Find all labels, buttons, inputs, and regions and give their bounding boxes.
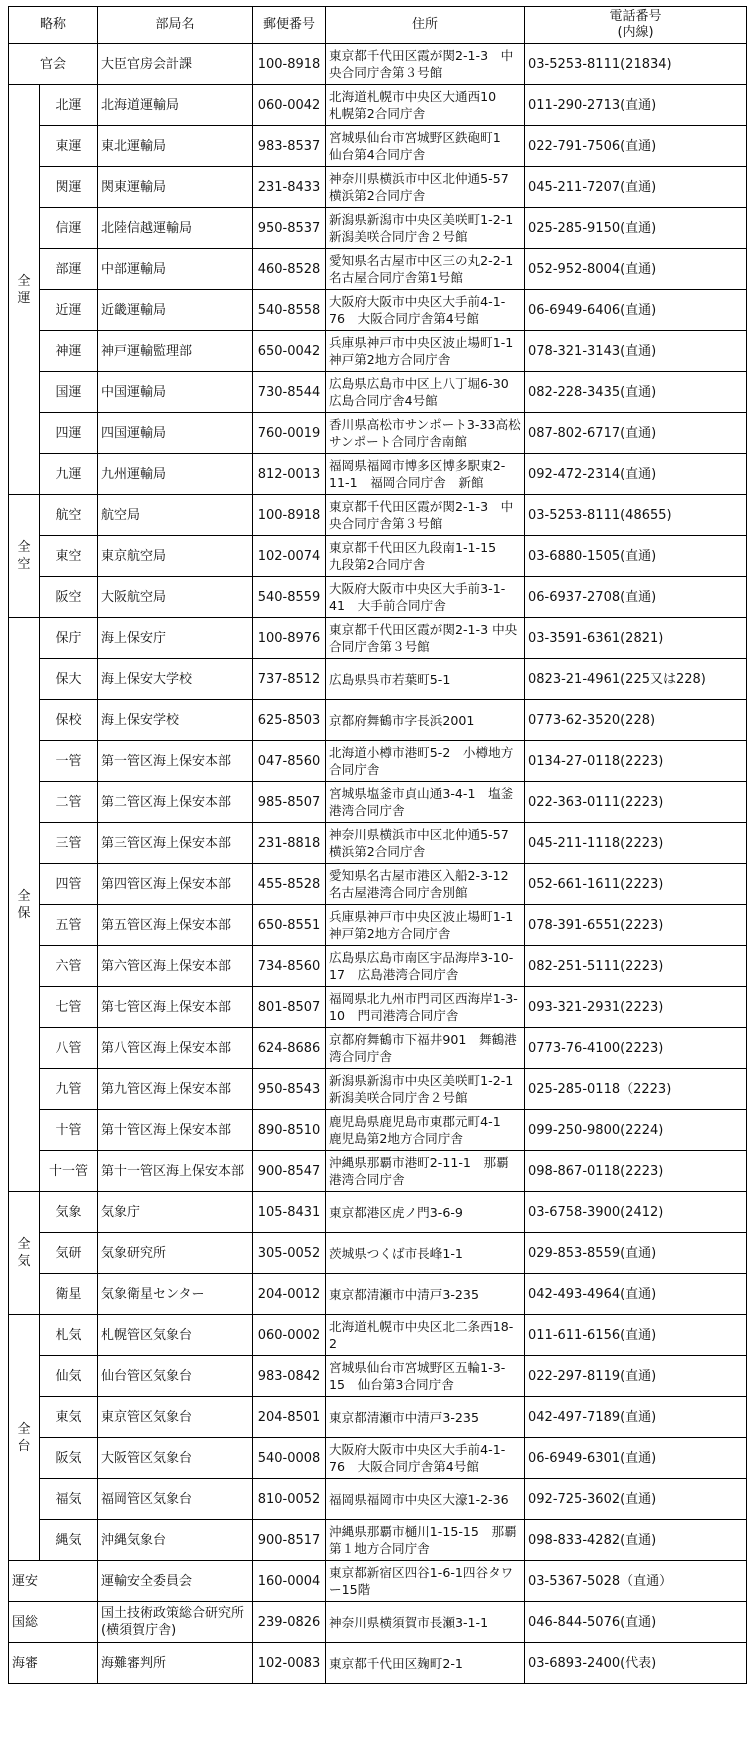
row-phone: 03-6893-2400(代表) [525, 1643, 747, 1684]
row-abbr: 十管 [40, 1110, 98, 1151]
row-postal: 540-0008 [253, 1438, 326, 1479]
table-row [9, 1233, 747, 1274]
row-dept: 東京航空局 [98, 536, 253, 577]
row-dept: 国土技術政策総合研究所(横須賀庁舎) [98, 1602, 253, 1643]
row-postal: 812-0013 [253, 454, 326, 495]
group-label-char: 空 [17, 557, 31, 572]
row-abbr: 八管 [40, 1028, 98, 1069]
row-postal: 540-8558 [253, 290, 326, 331]
row-postal: 650-0042 [253, 331, 326, 372]
row-postal: 760-0019 [253, 413, 326, 454]
row-postal: 730-8544 [253, 372, 326, 413]
group-label-char: 台 [17, 1438, 31, 1454]
row-dept: 福岡管区気象台 [98, 1479, 253, 1520]
row-postal: 102-0074 [253, 536, 326, 577]
row-abbr: 国総 [9, 1602, 98, 1643]
row-dept: 近畿運輸局 [98, 290, 253, 331]
row-phone: 025-285-0118（2223) [525, 1069, 747, 1110]
row-address: 兵庫県神戸市中央区波止場町1-1 神戸第2地方合同庁舎 [326, 331, 525, 372]
row-phone: 078-391-6551(2223) [525, 905, 747, 946]
row-abbr: 信運 [40, 208, 98, 249]
row-address: 東京都千代田区霞が関2-1-3 中央合同庁舎第３号館 [326, 495, 525, 536]
row-address: 鹿児島県鹿児島市東郡元町4-1 鹿児島第2地方合同庁舎 [326, 1110, 525, 1151]
table-row [9, 85, 747, 126]
table-row [9, 782, 747, 823]
row-phone: 03-5253-8111(21834) [525, 44, 747, 85]
row-phone: 0773-76-4100(2223) [525, 1028, 747, 1069]
table-row [9, 331, 747, 372]
row-postal: 100-8976 [253, 618, 326, 659]
table-row [9, 741, 747, 782]
table-row [9, 618, 747, 659]
row-phone: 06-6949-6406(直通) [525, 290, 747, 331]
row-phone: 099-250-9800(2224) [525, 1110, 747, 1151]
row-dept: 第二管区海上保安本部 [98, 782, 253, 823]
row-postal: 950-8537 [253, 208, 326, 249]
row-phone: 0823-21-4961(225又は228) [525, 659, 747, 700]
row-postal: 540-8559 [253, 577, 326, 618]
row-phone: 082-228-3435(直通) [525, 372, 747, 413]
table-row [9, 1643, 747, 1684]
row-abbr: 四管 [40, 864, 98, 905]
row-postal: 455-8528 [253, 864, 326, 905]
row-dept: 北海道運輸局 [98, 85, 253, 126]
row-postal: 624-8686 [253, 1028, 326, 1069]
row-address: 広島県呉市若葉町5-1 [326, 659, 525, 700]
row-phone: 098-833-4282(直通) [525, 1520, 747, 1561]
row-postal: 900-8517 [253, 1520, 326, 1561]
table-row [9, 659, 747, 700]
table-row [9, 167, 747, 208]
row-abbr: 航空 [40, 495, 98, 536]
row-abbr: 海審 [9, 1643, 98, 1684]
row-address: 愛知県名古屋市中区三の丸2-2-1 名古屋合同庁舎第1号館 [326, 249, 525, 290]
table-row [9, 1315, 747, 1356]
row-phone: 06-6937-2708(直通) [525, 577, 747, 618]
group-label-char: 保 [17, 905, 31, 921]
row-postal: 985-8507 [253, 782, 326, 823]
row-dept: 第七管区海上保安本部 [98, 987, 253, 1028]
row-address: 東京都港区虎ノ門3-6-9 [326, 1192, 525, 1233]
office-directory-table [8, 6, 747, 1684]
row-abbr: 三管 [40, 823, 98, 864]
group-label-char: 全 [17, 273, 31, 289]
row-phone: 045-211-7207(直通) [525, 167, 747, 208]
row-postal: 460-8528 [253, 249, 326, 290]
row-phone: 03-3591-6361(2821) [525, 618, 747, 659]
row-postal: 625-8503 [253, 700, 326, 741]
row-dept: 沖縄気象台 [98, 1520, 253, 1561]
row-abbr: 気象 [40, 1192, 98, 1233]
row-address: 宮城県塩釜市貞山通3-4-1 塩釜港湾合同庁舎 [326, 782, 525, 823]
row-address: 京都府舞鶴市字長浜2001 [326, 700, 525, 741]
row-postal: 060-0042 [253, 85, 326, 126]
row-abbr: 札気 [40, 1315, 98, 1356]
row-dept: 第一管区海上保安本部 [98, 741, 253, 782]
row-phone: 042-493-4964(直通) [525, 1274, 747, 1315]
row-address: 北海道小樽市港町5-2 小樽地方合同庁舎 [326, 741, 525, 782]
table-row [9, 987, 747, 1028]
row-abbr: 北運 [40, 85, 98, 126]
row-abbr: 一管 [40, 741, 98, 782]
table-row [9, 864, 747, 905]
table-row [9, 1274, 747, 1315]
row-abbr: 十一管 [40, 1151, 98, 1192]
row-phone: 092-725-3602(直通) [525, 1479, 747, 1520]
row-phone: 042-497-7189(直通) [525, 1397, 747, 1438]
row-abbr: 関運 [40, 167, 98, 208]
row-phone: 022-791-7506(直通) [525, 126, 747, 167]
row-dept: 中部運輸局 [98, 249, 253, 290]
header-phone [525, 7, 747, 44]
group-label-char: 運 [17, 290, 31, 306]
row-address: 京都府舞鶴市下福井901 舞鶴港湾合同庁舎 [326, 1028, 525, 1069]
row-abbr: 衛星 [40, 1274, 98, 1315]
row-phone: 0773-62-3520(228) [525, 700, 747, 741]
table-row [9, 372, 747, 413]
row-address: 兵庫県神戸市中央区波止場町1-1 神戸第2地方合同庁舎 [326, 905, 525, 946]
row-phone: 025-285-9150(直通) [525, 208, 747, 249]
table-row [9, 44, 747, 85]
table-row [9, 1602, 747, 1643]
row-abbr: 東運 [40, 126, 98, 167]
row-phone: 087-802-6717(直通) [525, 413, 747, 454]
row-abbr: 福気 [40, 1479, 98, 1520]
row-dept: 第三管区海上保安本部 [98, 823, 253, 864]
row-dept: 第四管区海上保安本部 [98, 864, 253, 905]
row-address: 神奈川県横浜市中区北仲通5-57 横浜第2合同庁舎 [326, 167, 525, 208]
row-dept: 運輸安全委員会 [98, 1561, 253, 1602]
row-abbr: 保大 [40, 659, 98, 700]
row-address: 神奈川県横浜市中区北仲通5-57 横浜第2合同庁舎 [326, 823, 525, 864]
row-abbr: 六管 [40, 946, 98, 987]
table-row [9, 1479, 747, 1520]
row-address: 宮城県仙台市宮城野区鉄砲町1 仙台第4合同庁舎 [326, 126, 525, 167]
row-dept: 北陸信越運輸局 [98, 208, 253, 249]
row-abbr: 仙気 [40, 1356, 98, 1397]
row-postal: 801-8507 [253, 987, 326, 1028]
row-postal: 160-0004 [253, 1561, 326, 1602]
table-row [9, 1520, 747, 1561]
table-row [9, 946, 747, 987]
row-phone: 022-363-0111(2223) [525, 782, 747, 823]
row-phone: 046-844-5076(直通) [525, 1602, 747, 1643]
row-address: 新潟県新潟市中央区美咲町1-2-1 新潟美咲合同庁舎２号館 [326, 208, 525, 249]
row-dept: 第六管区海上保安本部 [98, 946, 253, 987]
row-abbr: 運安 [9, 1561, 98, 1602]
row-abbr: 神運 [40, 331, 98, 372]
row-abbr: 東気 [40, 1397, 98, 1438]
row-postal: 810-0052 [253, 1479, 326, 1520]
row-postal: 047-8560 [253, 741, 326, 782]
row-dept: 気象衛星センター [98, 1274, 253, 1315]
group-label [9, 85, 40, 495]
group-label [9, 1192, 40, 1315]
row-abbr: 阪気 [40, 1438, 98, 1479]
row-dept: 気象庁 [98, 1192, 253, 1233]
row-address: 東京都千代田区霞が関2-1-3 中央合同庁舎第３号館 [326, 618, 525, 659]
row-address: 北海道札幌市中央区北二条西18-2 [326, 1315, 525, 1356]
row-address: 宮城県仙台市宮城野区五輪1-3-15 仙台第3合同庁舎 [326, 1356, 525, 1397]
row-postal: 100-8918 [253, 495, 326, 536]
row-phone: 082-251-5111(2223) [525, 946, 747, 987]
group-label [9, 495, 40, 618]
row-address: 福岡県福岡市中央区大濠1-2-36 [326, 1479, 525, 1520]
row-dept: 海上保安庁 [98, 618, 253, 659]
row-phone: 03-6880-1505(直通) [525, 536, 747, 577]
row-dept: 大臣官房会計課 [98, 44, 253, 85]
row-postal: 102-0083 [253, 1643, 326, 1684]
table-row [9, 1110, 747, 1151]
row-postal: 983-0842 [253, 1356, 326, 1397]
table-row [9, 1069, 747, 1110]
row-phone: 0134-27-0118(2223) [525, 741, 747, 782]
row-dept: 海上保安大学校 [98, 659, 253, 700]
table-row [9, 1356, 747, 1397]
row-dept: 四国運輸局 [98, 413, 253, 454]
row-phone: 098-867-0118(2223) [525, 1151, 747, 1192]
table-row [9, 208, 747, 249]
row-address: 東京都新宿区四谷1-6-1四谷タワー15階 [326, 1561, 525, 1602]
row-phone: 03-5367-5028（直通） [525, 1561, 747, 1602]
header-postal: 郵便番号 [253, 7, 326, 44]
row-abbr: 保庁 [40, 618, 98, 659]
table-row [9, 1397, 747, 1438]
row-dept: 気象研究所 [98, 1233, 253, 1274]
table-row [9, 536, 747, 577]
row-postal: 204-0012 [253, 1274, 326, 1315]
table-row [9, 577, 747, 618]
row-dept: 第九管区海上保安本部 [98, 1069, 253, 1110]
row-address: 神奈川県横須賀市長瀬3-1-1 [326, 1602, 525, 1643]
row-dept: 仙台管区気象台 [98, 1356, 253, 1397]
group-label-char: 気 [17, 1254, 31, 1269]
table-row [9, 823, 747, 864]
row-dept: 大阪管区気象台 [98, 1438, 253, 1479]
row-postal: 100-8918 [253, 44, 326, 85]
row-dept: 札幌管区気象台 [98, 1315, 253, 1356]
row-address: 福岡県北九州市門司区西海岸1-3-10 門司港湾合同庁舎 [326, 987, 525, 1028]
table-row [9, 1561, 747, 1602]
row-dept: 東北運輸局 [98, 126, 253, 167]
table-row [9, 495, 747, 536]
table-row [9, 700, 747, 741]
table-row [9, 1028, 747, 1069]
group-label [9, 618, 40, 1192]
table-header-row [9, 7, 747, 44]
header-phone-label: 電話番号 [609, 9, 662, 24]
row-postal: 890-8510 [253, 1110, 326, 1151]
row-phone: 03-5253-8111(48655) [525, 495, 747, 536]
row-postal: 983-8537 [253, 126, 326, 167]
row-address: 広島県広島市南区宇品海岸3-10-17 広島港湾合同庁舎 [326, 946, 525, 987]
row-phone: 011-290-2713(直通) [525, 85, 747, 126]
row-address: 東京都千代田区麹町2-1 [326, 1643, 525, 1684]
row-phone: 06-6949-6301(直通) [525, 1438, 747, 1479]
row-abbr: 東空 [40, 536, 98, 577]
row-dept: 第十管区海上保安本部 [98, 1110, 253, 1151]
row-address: 茨城県つくば市長峰1-1 [326, 1233, 525, 1274]
header-dept: 部局名 [98, 7, 253, 44]
table-row [9, 1151, 747, 1192]
group-label-char: 全 [17, 1237, 31, 1252]
group-label-char: 全 [17, 1421, 31, 1437]
row-postal: 737-8512 [253, 659, 326, 700]
row-postal: 231-8433 [253, 167, 326, 208]
row-address: 新潟県新潟市中央区美咲町1-2-1 新潟美咲合同庁舎２号館 [326, 1069, 525, 1110]
row-address: 沖縄県那覇市港町2-11-1 那覇港湾合同庁舎 [326, 1151, 525, 1192]
row-address: 沖縄県那覇市樋川1-15-15 那覇第１地方合同庁舎 [326, 1520, 525, 1561]
header-abbr: 略称 [9, 7, 98, 44]
row-dept: 大阪航空局 [98, 577, 253, 618]
row-dept: 関東運輸局 [98, 167, 253, 208]
row-abbr: 九管 [40, 1069, 98, 1110]
header-address: 住所 [326, 7, 525, 44]
row-postal: 105-8431 [253, 1192, 326, 1233]
row-abbr: 四運 [40, 413, 98, 454]
row-postal: 734-8560 [253, 946, 326, 987]
table-row [9, 905, 747, 946]
row-phone: 029-853-8559(直通) [525, 1233, 747, 1274]
row-abbr: 縄気 [40, 1520, 98, 1561]
row-address: 福岡県福岡市博多区博多駅東2-11-1 福岡合同庁舎 新館 [326, 454, 525, 495]
row-phone: 078-321-3143(直通) [525, 331, 747, 372]
row-abbr: 近運 [40, 290, 98, 331]
row-dept: 第十一管区海上保安本部 [98, 1151, 253, 1192]
row-abbr: 国運 [40, 372, 98, 413]
row-phone: 092-472-2314(直通) [525, 454, 747, 495]
row-abbr: 七管 [40, 987, 98, 1028]
row-dept: 神戸運輸監理部 [98, 331, 253, 372]
row-phone: 011-611-6156(直通) [525, 1315, 747, 1356]
row-address: 愛知県名古屋市港区入船2-3-12 名古屋港湾合同庁舎別館 [326, 864, 525, 905]
table-row [9, 454, 747, 495]
table-row [9, 126, 747, 167]
header-phone-ext: (内線) [617, 25, 654, 40]
group-label-char: 全 [17, 540, 31, 555]
row-dept: 海難審判所 [98, 1643, 253, 1684]
row-postal: 231-8818 [253, 823, 326, 864]
row-address: 大阪府大阪市中央区大手前4-1-76 大阪合同庁舎第4号館 [326, 1438, 525, 1479]
row-postal: 204-8501 [253, 1397, 326, 1438]
row-phone: 03-6758-3900(2412) [525, 1192, 747, 1233]
table-row [9, 413, 747, 454]
row-address: 広島県広島市中区上八丁堀6-30 広島合同庁舎4号館 [326, 372, 525, 413]
row-phone: 052-661-1611(2223) [525, 864, 747, 905]
row-abbr: 阪空 [40, 577, 98, 618]
row-address: 北海道札幌市中央区大通西10 札幌第2合同庁舎 [326, 85, 525, 126]
row-abbr: 二管 [40, 782, 98, 823]
group-label [9, 1315, 40, 1561]
row-phone: 045-211-1118(2223) [525, 823, 747, 864]
row-abbr: 五管 [40, 905, 98, 946]
row-phone: 022-297-8119(直通) [525, 1356, 747, 1397]
table-row [9, 249, 747, 290]
table-row [9, 1438, 747, 1479]
table-row [9, 1192, 747, 1233]
row-address: 東京都千代田区九段南1-1-15 九段第2合同庁舎 [326, 536, 525, 577]
row-dept: 第五管区海上保安本部 [98, 905, 253, 946]
row-abbr: 保校 [40, 700, 98, 741]
row-dept: 東京管区気象台 [98, 1397, 253, 1438]
row-abbr: 九運 [40, 454, 98, 495]
table-row [9, 290, 747, 331]
row-dept: 中国運輸局 [98, 372, 253, 413]
row-address: 大阪府大阪市中央区大手前3-1-41 大手前合同庁舎 [326, 577, 525, 618]
row-postal: 239-0826 [253, 1602, 326, 1643]
row-dept: 九州運輸局 [98, 454, 253, 495]
row-postal: 900-8547 [253, 1151, 326, 1192]
row-dept: 航空局 [98, 495, 253, 536]
row-phone: 052-952-8004(直通) [525, 249, 747, 290]
row-postal: 950-8543 [253, 1069, 326, 1110]
row-address: 東京都清瀬市中清戸3-235 [326, 1397, 525, 1438]
row-postal: 060-0002 [253, 1315, 326, 1356]
row-address: 東京都千代田区霞が関2-1-3 中央合同庁舎第３号館 [326, 44, 525, 85]
row-address: 大阪府大阪市中央区大手前4-1-76 大阪合同庁舎第4号館 [326, 290, 525, 331]
group-label-char: 全 [17, 888, 31, 904]
row-dept: 海上保安学校 [98, 700, 253, 741]
row-abbr: 官会 [9, 44, 98, 85]
row-address: 東京都清瀬市中清戸3-235 [326, 1274, 525, 1315]
row-dept: 第八管区海上保安本部 [98, 1028, 253, 1069]
row-phone: 093-321-2931(2223) [525, 987, 747, 1028]
row-postal: 650-8551 [253, 905, 326, 946]
row-abbr: 部運 [40, 249, 98, 290]
row-postal: 305-0052 [253, 1233, 326, 1274]
row-address: 香川県高松市サンポート3-33高松サンポート合同庁舎南館 [326, 413, 525, 454]
row-abbr: 気研 [40, 1233, 98, 1274]
